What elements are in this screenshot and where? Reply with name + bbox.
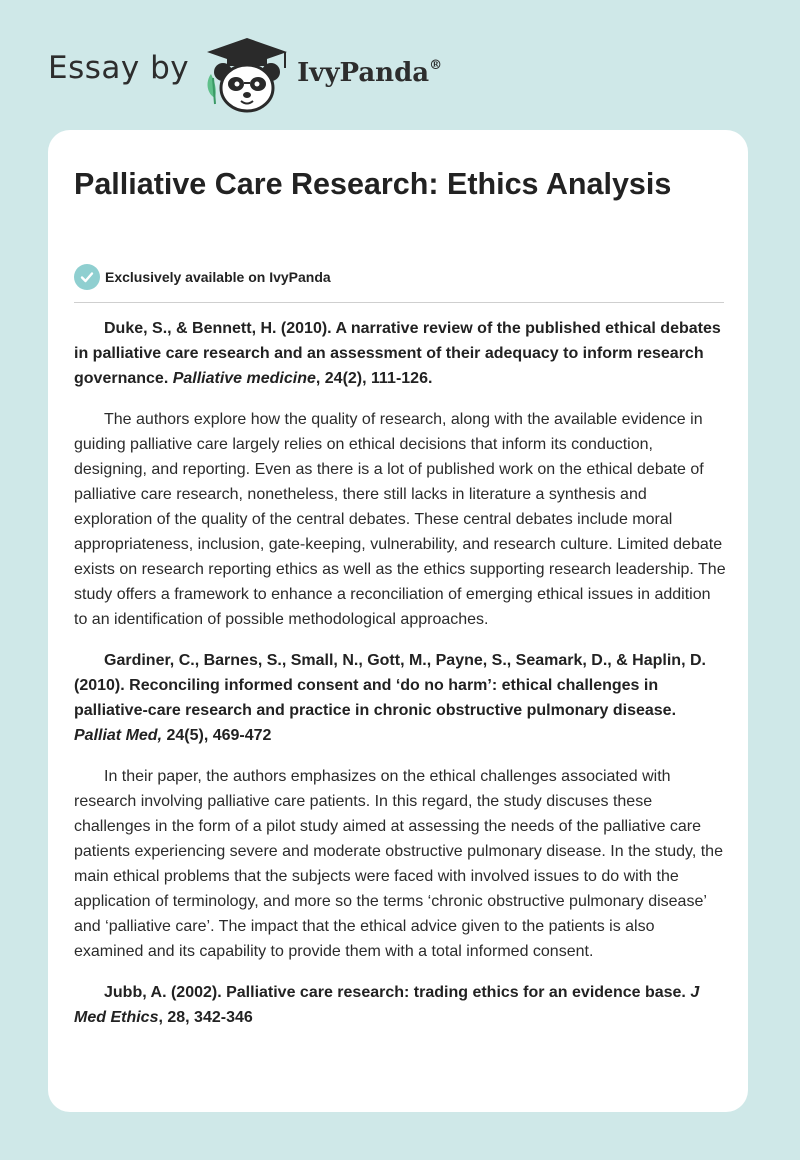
check-icon [74, 264, 100, 290]
body-paragraph: In their paper, the authors emphasizes on the ethical challenges associated with research involving palliative care patients. In this regard, the study discuses these challenges in the form of a pilot study aimed at assessing the needs of the palliative care patients experiencing severe and moderate obstructive pulmonary disease. In the study, the main ethical problems that the subjects were faced with involved issues to do with the application of terminology, and more so the terms ‘chronic obstructive pulmonary disease’ and ‘palliative care’. The impact that the ethical advice given to the patients is also examined and its capability to provide them with a total informed consent. [74, 768, 723, 960]
reference: Gardiner, C., Barnes, S., Small, N., Gott, M., Payne, S., Seamark, D., & Haplin, D. (2010). Reconciling informed consent and ‘do no harm’: ethical challenges in palliative-care research and practice in chronic obstructive pulmonary disease. Palliat Med, 24(5), 469-472 [74, 652, 706, 744]
reference: Jubb, A. (2002). Palliative care research: trading ethics for an evidence base. J Med Ethics, 28, 342-346 [74, 984, 700, 1026]
page-title: Palliative Care Research: Ethics Analysis [74, 167, 672, 201]
exclusive-badge [74, 264, 331, 290]
divider [74, 302, 724, 303]
article-body [74, 316, 726, 1046]
panda-logo-icon[interactable] [201, 34, 293, 114]
body-paragraph: The authors explore how the quality of research, along with the available evidence in guiding palliative care largely relies on ethical decisions that inform its conduction, designing, and reporting. Even as there is a lot of published work on the ethical debate of palliative care research, nonetheless, there still lacks in literature a synthesis and exploration of the quality of the central debates. These central debates include moral appropriateness, inclusion, gate-keeping, vulnerability, and research culture. Limited debate exists on research reporting ethics as well as the ethics supporting research leadership. The study offers a framework to enhance a reconciliation of emerging ethical issues in addition to an identification of possible methodological approaches. [74, 411, 726, 628]
exclusive-label: Exclusively available on IvyPanda [105, 269, 331, 285]
essay-by-label: Essay by [48, 50, 190, 86]
site-header [48, 34, 442, 114]
brand-name[interactable]: IvyPanda® [297, 58, 443, 88]
reference: Duke, S., & Bennett, H. (2010). A narrative review of the published ethical debates in palliative care research and an assessment of their adequacy to inform research governance. Palliative medicine, 24(2), 111-126. [74, 320, 721, 387]
essay-card [48, 130, 748, 1112]
